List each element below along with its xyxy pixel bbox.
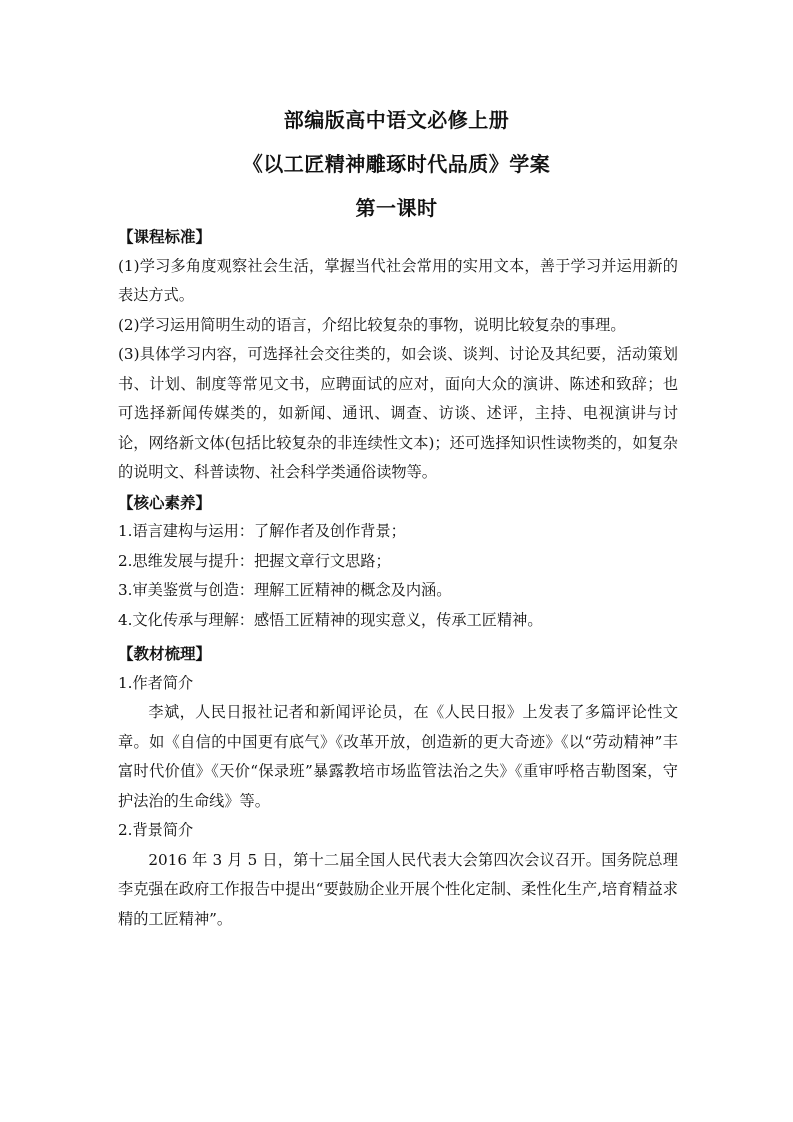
literacy-item-2: 2.思维发展与提升：把握文章行文思路； (118, 551, 391, 570)
standard-item-3: (3)具体学习内容，可选择社会交往类的，如会谈、谈判、讨论及其纪要，活动策划书、计划、制度等常见文书，应聘面试的应对，面向大众的演讲、陈述和致辞；也可选择新闻传媒类的，如新闻、通讯、调查、访谈、述评，主持、电视演讲与讨论，网络新文体(包括比较复杂的非连续性文本)；还可选择知识性读物类的，如复杂的说明文、科普读物、社会科学类通俗读物等。 (118, 345, 678, 481)
heading-curriculum-standards: 【课程标准】 (118, 227, 212, 246)
background-text: 2016 年 3 月 5 日，第十二届全国人民代表大会第四次会议召开。国务院总理李克强在政府工作报告中提出“要鼓励企业开展个性化定制、柔性化生产,培育精益求精的工匠精神”。 (118, 850, 678, 928)
standard-item-1: (1)学习多角度观察社会生活，掌握当代社会常用的实用文本，善于学习并运用新的表达方式。 (118, 256, 678, 304)
standard-item-2: (2)学习运用简明生动的语言，介绍比较复杂的事物，说明比较复杂的事理。 (118, 315, 626, 334)
literacy-item-3: 3.审美鉴赏与创造：理解工匠精神的概念及内涵。 (118, 581, 452, 599)
heading-core-literacy: 【核心素养】 (118, 492, 212, 512)
document-body (118, 222, 678, 934)
author-intro-text: 李斌，人民日报社记者和新闻评论员，在《人民日报》上发表了多篇评论性文章。如《自信的中国更有底气》《改革开放，创造新的更大奇迹》《以“劳动精神”丰富时代价值》《天价“保录班”暴露教培市场监管法治之失》《重审呼格吉勒图案，守护法治的生命线》等。 (118, 703, 678, 810)
literacy-item-4: 4.文化传承与理解：感悟工匠精神的现实意义，传承工匠精神。 (118, 610, 543, 629)
background-title: 2.背景简介 (118, 821, 194, 839)
title-textbook: 部编版高中语文必修上册 (283, 108, 510, 132)
author-intro-title: 1.作者简介 (118, 673, 194, 692)
title-period: 第一课时 (355, 196, 438, 220)
literacy-item-1: 1.语言建构与运用：了解作者及创作背景； (118, 522, 406, 540)
document-header (0, 98, 793, 230)
heading-textbook-review: 【教材梳理】 (118, 644, 212, 663)
title-lesson: 《以工匠精神雕琢时代品质》学案 (242, 152, 551, 176)
